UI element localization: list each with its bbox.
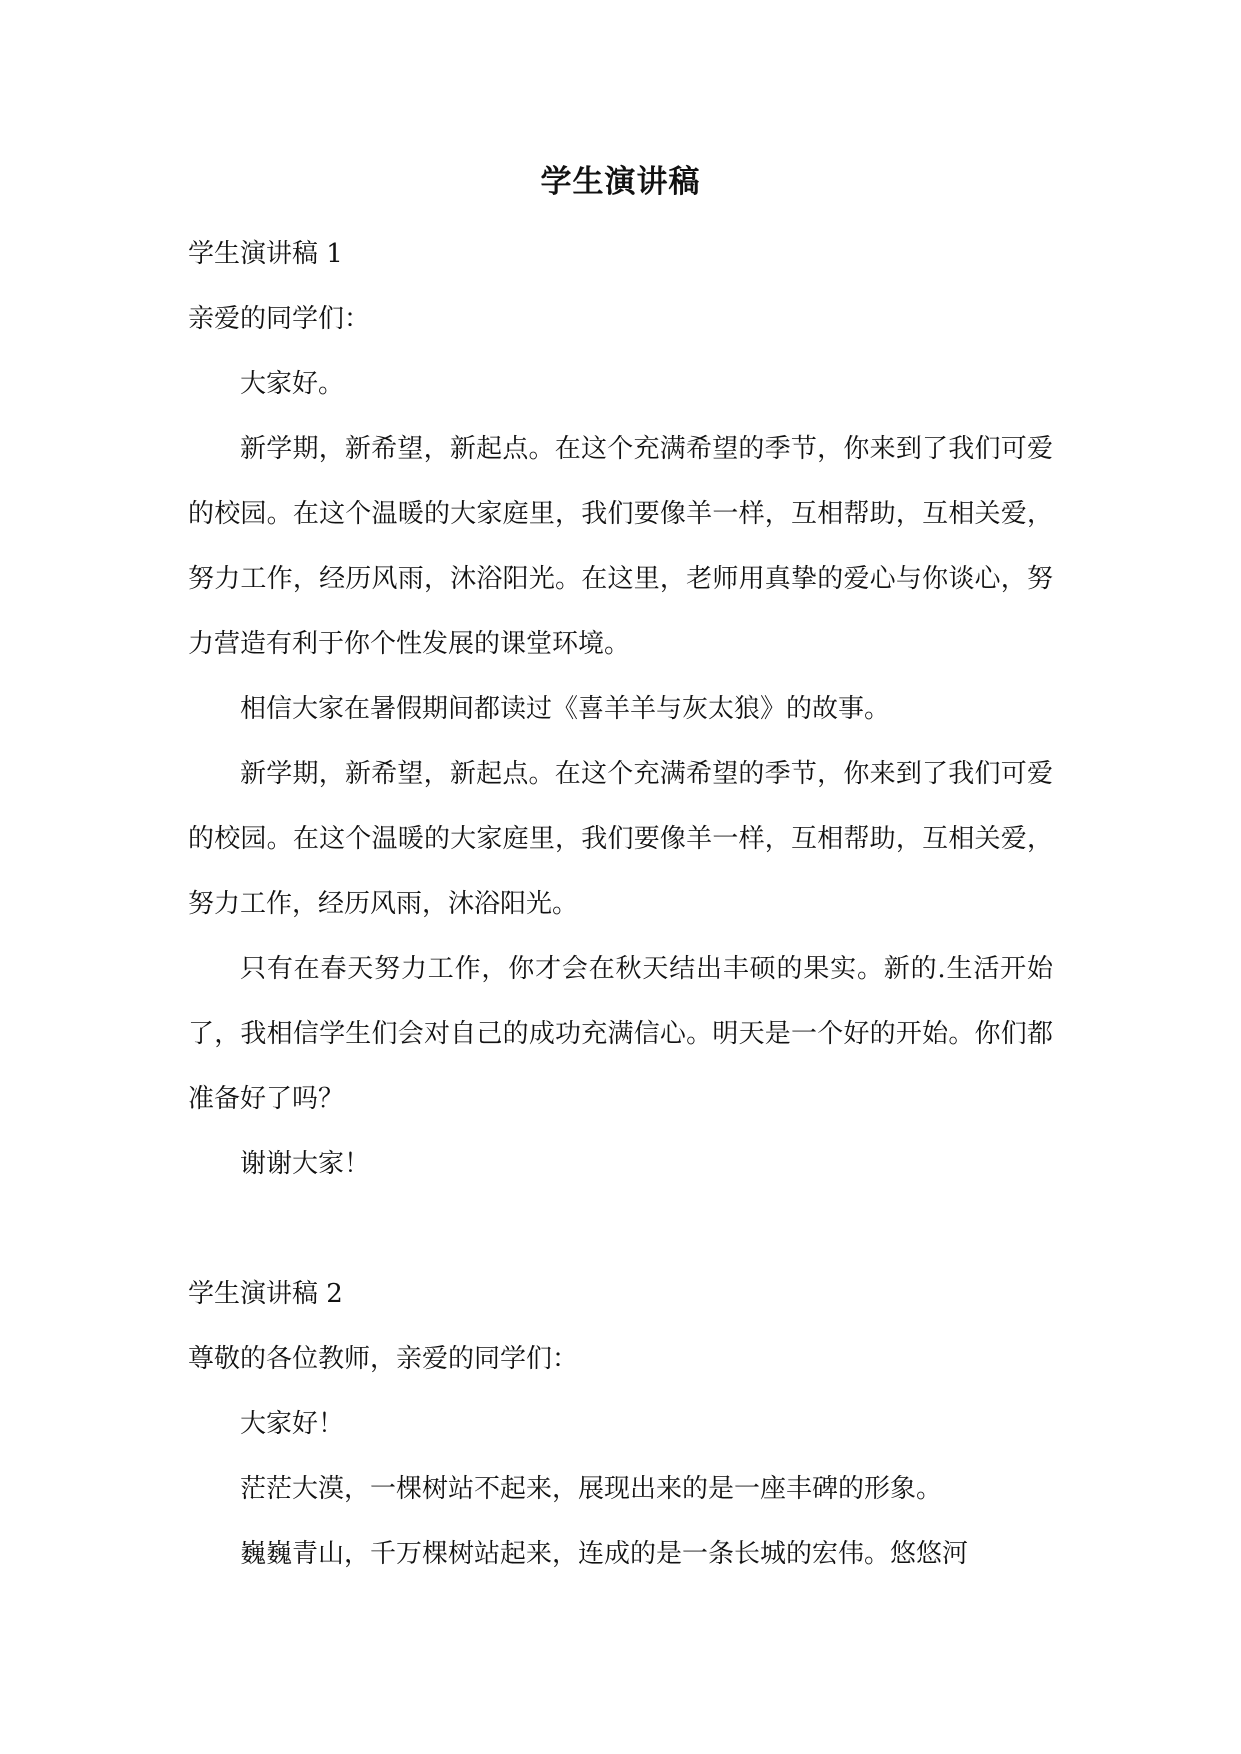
speech1-paragraph-3: 新学期，新希望，新起点。在这个充满希望的季节，你来到了我们可爱的校园。在这个温暖的大家庭里，我们要像羊一样，互相帮助，互相关爱，努力工作，经历风雨，沐浴阳光。 [188, 759, 1053, 919]
speech2-salutation: 尊敬的各位教师，亲爱的同学们： [188, 1344, 579, 1374]
document-title: 学生演讲稿 [540, 164, 701, 200]
speech2-greeting: 大家好！ [240, 1409, 345, 1439]
speech1-salutation: 亲爱的同学们： [188, 304, 371, 334]
speech1-paragraph-4: 只有在春天努力工作，你才会在秋天结出丰硕的果实。新的.生活开始了，我相信学生们会对自己的成功充满信心。明天是一个好的开始。你们都准备好了吗？ [188, 954, 1053, 1114]
speech2-paragraph-1: 茫茫大漠，一棵树站不起来，展现出来的是一座丰碑的形象。 [240, 1474, 943, 1504]
section-spacer [188, 1197, 1053, 1262]
speech2-paragraph-2: 巍巍青山，千万棵树站起来，连成的是一条长城的宏伟。悠悠河 [240, 1539, 969, 1569]
speech2-heading: 学生演讲稿 2 [188, 1279, 343, 1309]
speech1-closing: 谢谢大家！ [240, 1149, 371, 1179]
speech1-paragraph-1: 新学期，新希望，新起点。在这个充满希望的季节，你来到了我们可爱的校园。在这个温暖的大家庭里，我们要像羊一样，互相帮助，互相关爱，努力工作，经历风雨，沐浴阳光。在这里，老师用真挚的爱心与你谈心，努力营造有利于你个性发展的课堂环境。 [188, 434, 1053, 659]
speech1-paragraph-2: 相信大家在暑假期间都读过《喜羊羊与灰太狼》的故事。 [240, 694, 891, 724]
speech1-greeting: 大家好。 [240, 369, 345, 399]
document-page [188, 160, 1053, 1587]
speech1-heading: 学生演讲稿 1 [188, 239, 343, 269]
